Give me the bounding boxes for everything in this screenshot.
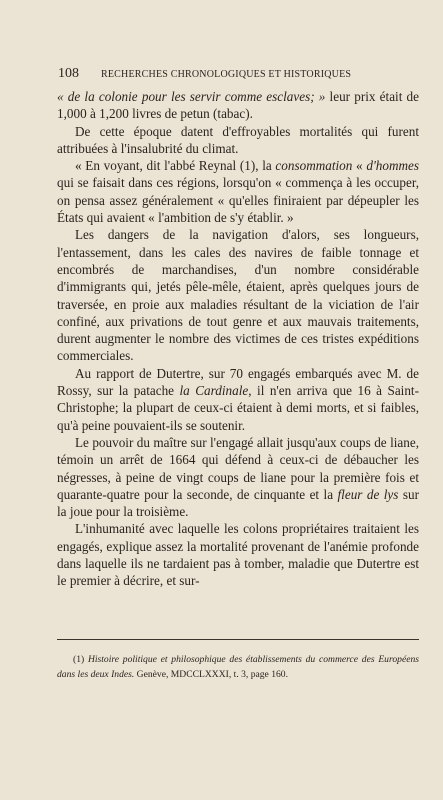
page-header: [58, 66, 399, 84]
footnote-rest: Genève, MDCCLXXXI, t. 3, page 160.: [134, 669, 289, 680]
paragraph-5: [57, 365, 419, 434]
paragraph-4: Les dangers de la navigation d'alors, ses longueurs, l'entassement, dans les cales des navires de faible tonnage et encombrés de marchandises, d'un nombre considérable d'immigrants qui, jetés pêle-mêle, étaient, après quelques jours de traversée, en proie aux maladies résultant de la viciation de l'air confiné, aux privations de tout genre et aux mauvais traitements, durent augmenter le nombre des victimes de ces tristes expéditions commerciales.: [57, 227, 419, 364]
paragraph-2: De cette époque datent d'effroyables mortalités qui furent attribuées à l'insalubrité du climat.: [57, 123, 419, 156]
paragraph-5-part-b: , il n'en arriva que 16 à Saint-Christophe; la plupart de ceux-ci étaient à demi morts, et si faibles, qu'à peine pouvaient-ils se soutenir.: [57, 383, 419, 433]
paragraph-1-italic: « de la colonie pour les servir comme esclaves; »: [57, 89, 326, 104]
paragraph-1: [57, 88, 419, 123]
paragraph-3-part-c: qui se faisait dans ces régions, lorsqu'on « commença à les occuper, on pensa assez généralement « qu'elles finiraient par dépeupler les États qui avaient « l'ambition de s'y établir. »: [57, 175, 419, 226]
paragraph-3-part-a: « En voyant, dit l'abbé Reynal (1), la: [75, 158, 276, 174]
paragraph-6: [57, 434, 419, 520]
paragraph-5-part-a: Au rapport de Dutertre, sur 70 engagés embarqués avec M. de Rossy, sur la patache: [57, 365, 419, 399]
paragraph-3-italic-2: d'hommes: [366, 158, 419, 174]
paragraph-7: L'inhumanité avec laquelle les colons propriétaires traitaient les engagés, explique assez la mortalité provenant de l'anémie profonde dans laquelle ils ne tardaient pas à tomber, maladie que Dutertre est le premier à décrire, et sur-: [57, 521, 419, 589]
footnote-marker: (1): [73, 654, 88, 665]
paragraph-3-part-b: «: [352, 158, 367, 174]
page-number: 108: [58, 66, 79, 81]
paragraph-3-italic-1: consommation: [275, 158, 353, 174]
paragraph-1-rest: leur prix était de 1,000 à 1,200 livres de petun (tabac).: [57, 89, 420, 122]
paragraph-6-part-b: sur la joue pour la troisième.: [57, 486, 419, 520]
footnote-title: Histoire politique et philosophique des établissements du commerce des Européens dans les deux Indes.: [57, 654, 419, 680]
running-head: RECHERCHES CHRONOLOGIQUES ET HISTORIQUES: [101, 69, 352, 80]
paragraph-3: [57, 157, 419, 226]
body-text: [57, 88, 419, 590]
paragraph-5-italic: la Cardinale: [179, 383, 249, 399]
paragraph-6-part-a: Le pouvoir du maître sur l'engagé allait jusqu'aux coups de liane, témoin un arrêt de 1664 qui défend à ceux-ci de débaucher les négresses, à peine de vingt coups de liane pour la première fois et quarante-quatre pour la seconde, de cinquante et la: [57, 434, 419, 502]
footnote-divider: [57, 639, 419, 640]
footnote: [57, 652, 419, 682]
paragraph-6-italic: fleur de lys: [337, 486, 399, 502]
